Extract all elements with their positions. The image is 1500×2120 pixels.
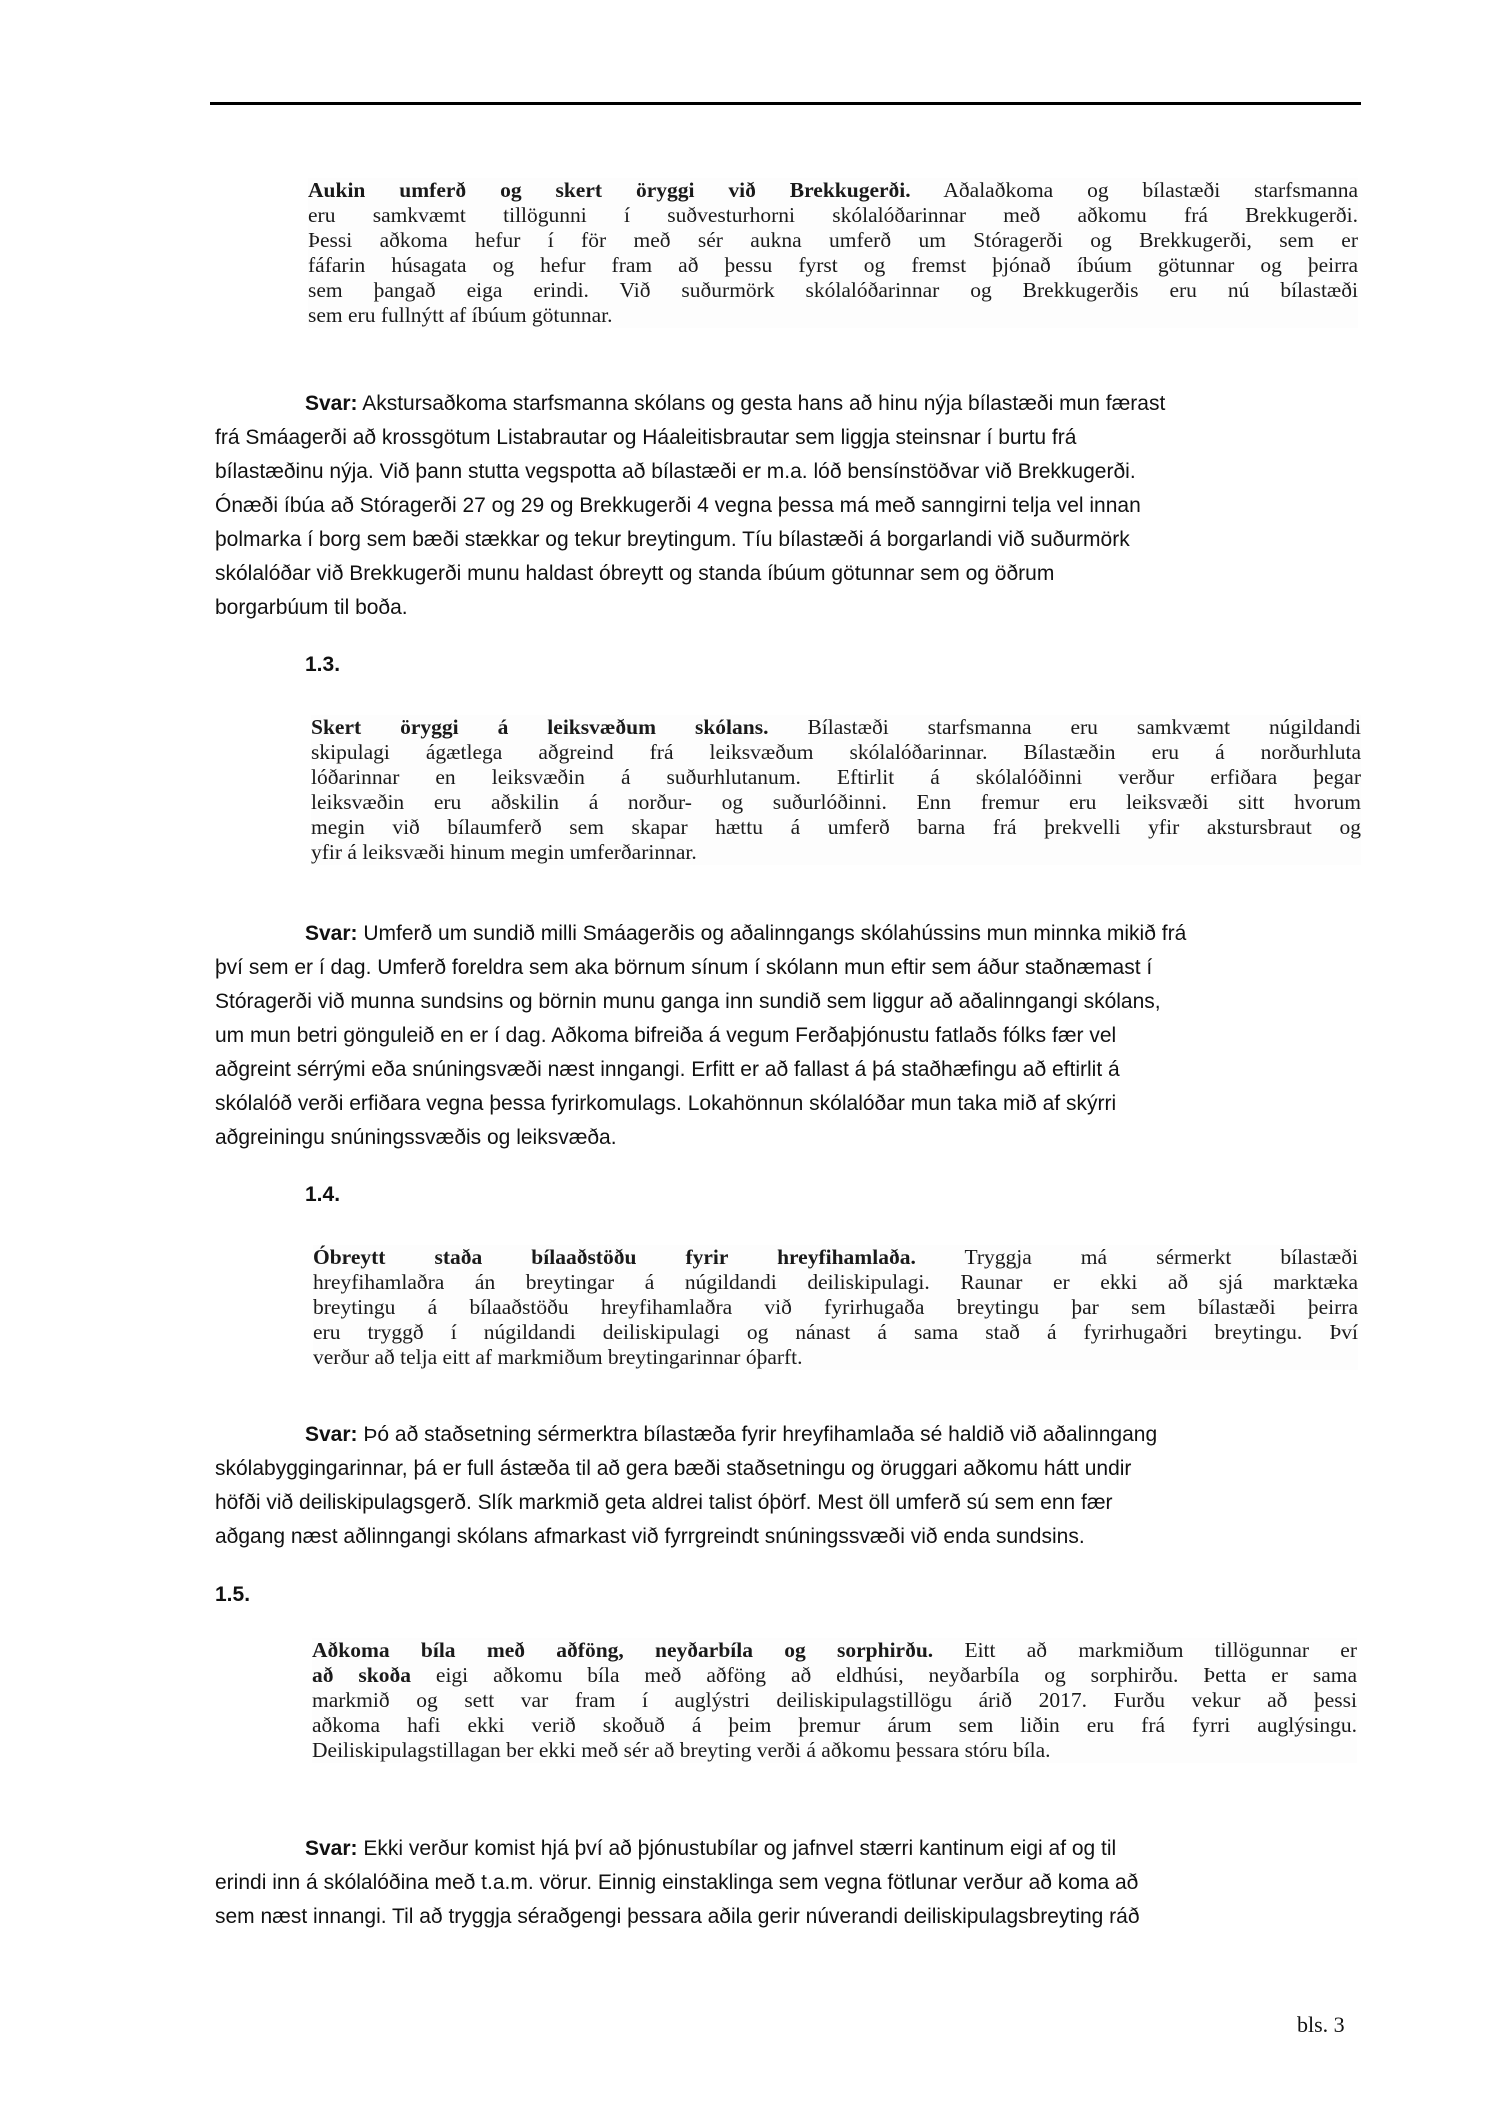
section-number-1-3: 1.3. [305,653,341,676]
answer-paragraph-disabled-parking: Svar: Þó að staðsetning sérmerktra bílastæða fyrir hreyfihamlaða sé haldið við aðalinngang skólabyggingarinnar, þá er full ástæða til að gera bæði staðsetningu og öruggari aðkomu hátt undir höfði við deiliskipulagsgerð. Slík markmið geta aldrei talist óþörf. Mest öll umferð sú sem enn fær aðgang næst aðlinngangi skólans afmarkast við fyrrgreindt snúningssvæði við enda sundsins. [215,1423,1158,1548]
answer-label: Svar: [305,922,358,945]
excerpt-title: Skert öryggi á leiksvæðum skólans. [311,715,769,739]
answer-label: Svar: [305,392,358,415]
section-number-1-4: 1.4. [305,1183,341,1206]
answer-paragraph-traffic: Svar: Akstursaðkoma starfsmanna skólans og gesta hans að hinu nýja bílastæði mun færast frá Smáagerði að krossgötum Listabrautar og Háaleitisbrautar sem liggja steinsnar í burtu frá bílastæðinu nýja. Við þann stutta vegspotta að bílastæði er m.a. lóð bensínstöðvar við Brekkugerði. Ónæði íbúa að Stóragerði 27 og 29 og Brekkugerði 4 vegna þessa má með sanngirni telja vel innan þolmarka í borg sem bæði stækkar og tekur breytingum. Tíu bílastæði á borgarlandi við suðurmörk skólalóðar við Brekkugerði munu haldast óbreytt og standa íbúum götunnar sem og öðrum borgarbúum til boða. [215,392,1166,619]
section-number-1-5: 1.5. [215,1583,251,1606]
answer-label: Svar: [305,1837,358,1860]
header-rule [210,102,1361,105]
answer-paragraph-playground-safety: Svar: Umferð um sundið milli Smáagerðis og aðalinngangs skólahússins mun minnka mikið frá því sem er í dag. Umferð foreldra sem aka börnum sínum í skólann mun eftir sem áður staðnæmast í Stóragerði við munna sundsins og börnin munu ganga inn sundið sem liggur að aðalinngangi skólans, um mun betri gönguleið en er í dag. Aðkoma bifreiða á vegum Ferðaþjónustu fatlaðs fólks fær vel aðgreint sérrými eða snúningsvæði næst inngangi. Erfitt er að fallast á þá staðhæfingu að eftirlit á skólalóð verði erfiðara vegna þessa fyrirkomulags. Lokahönnun skólalóðar mun taka mið af skýrri aðgreiningu snúningssvæðis og leiksvæða. [215,922,1187,1149]
excerpt-title: Aukin umferð og skert öryggi við Brekkugerði. [308,178,911,202]
quoted-excerpt-playground-safety: Skert öryggi á leiksvæðum skólans. Bílastæði starfsmanna eru samkvæmt núgildandi skipulagi ágætlega aðgreind frá leiksvæðum skólalóðarinnar. Bílastæðin eru á norðurhluta lóðarinnar en leiksvæðin á suðurhlutanum. Eftirlit á skólalóðinni verður erfiðara þegar leiksvæðin eru aðskilin á norður- og suðurlóðinni. Enn fremur eru leiksvæði sitt hvorum megin við bílaumferð sem skapar hættu á umferð barna frá þrekvelli yfir akstursbraut og yfir á leiksvæði hinum megin umferðarinnar. [311,715,1361,864]
excerpt-title-continued: að skoða [312,1663,411,1687]
answer-paragraph-service-vehicles: Svar: Ekki verður komist hjá því að þjónustubílar og jafnvel stærri kantinum eigi af og til erindi inn á skólalóðina með t.a.m. vörur. Einnig einstaklinga sem vegna fötlunar verður að koma að sem næst innangi. Til að tryggja séraðgengi þessara aðila gerir núverandi deiliskipulagsbreyting ráð [215,1837,1140,1928]
page-number: bls. 3 [1297,2012,1345,2037]
answer-label: Svar: [305,1423,358,1446]
quoted-excerpt-disabled-parking: Óbreytt staða bílaaðstöðu fyrir hreyfihamlaða. Tryggja má sérmerkt bílastæði hreyfihamlaðra án breytingar á núgildandi deiliskipulagi. Raunar er ekki að sjá marktæka breytingu á bílaaðstöðu hreyfihamlaðra við fyrirhugaða breytingu þar sem bílastæði þeirra eru tryggð í núgildandi deiliskipulagi og nánast á sama stað á fyrirhugaðri breytingu. Því verður að telja eitt af markmiðum breytingarinnar óþarft. [313,1245,1358,1369]
quoted-excerpt-traffic: Aukin umferð og skert öryggi við Brekkugerði. Aðalaðkoma og bílastæði starfsmanna eru samkvæmt tillögunni í suðvesturhorni skólalóðarinnar með aðkomu frá Brekkugerði. Þessi aðkoma hefur í för með sér aukna umferð um Stóragerði og Brekkugerði, sem er fáfarin húsagata og hefur fram að þessu fyrst og fremst þjónað íbúum götunnar og þeirra sem þangað eiga erindi. Við suðurmörk skólalóðarinnar og Brekkugerðis eru nú bílastæði sem eru fullnýtt af íbúum götunnar. [308,178,1358,327]
excerpt-title: Aðkoma bíla með aðföng, neyðarbíla og sorphirðu. [312,1638,934,1662]
excerpt-title: Óbreytt staða bílaaðstöðu fyrir hreyfihamlaða. [313,1245,916,1269]
quoted-excerpt-service-vehicles: Aðkoma bíla með aðföng, neyðarbíla og sorphirðu. Eitt að markmiðum tillögunnar er að skoða eigi aðkomu bíla með aðföng að eldhúsi, neyðarbíla og sorphirðu. Þetta er sama markmið og sett var fram í auglýstri deiliskipulagstillögu árið 2017. Furðu vekur að þessi aðkoma hafi ekki verið skoðuð á þeim þremur árum sem liðin eru frá fyrri auglýsingu. Deiliskipulagstillagan ber ekki með sér að breyting verði á aðkomu þessara stóru bíla. [312,1638,1358,1762]
